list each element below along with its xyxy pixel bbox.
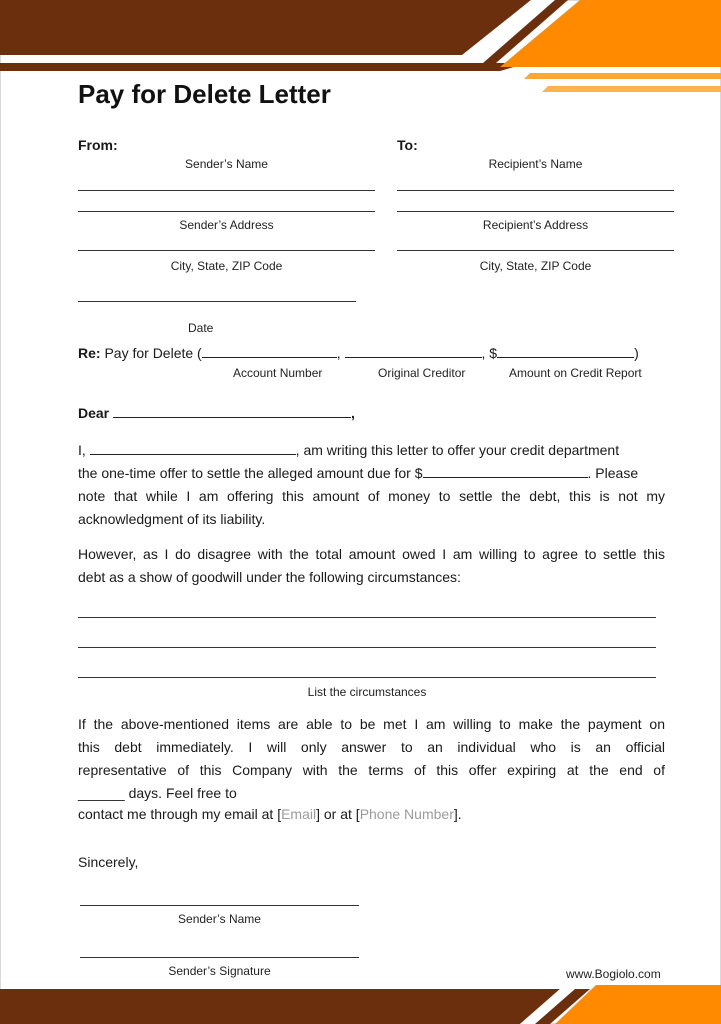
amount-blank[interactable] [497, 345, 634, 358]
p3-contact-start: contact me through my email at [ [78, 806, 282, 822]
header-orange-strip-1 [524, 73, 721, 79]
original-creditor-blank[interactable] [345, 345, 482, 358]
p1-line-3: note that while I am offering this amount of money to settle the debt, this is not my [78, 488, 665, 504]
settle-amount-blank[interactable] [423, 465, 588, 478]
recipient-city-label: City, State, ZIP Code [479, 259, 592, 273]
dear-name-blank[interactable] [113, 405, 351, 418]
p1-line-2-end: . Please [587, 465, 639, 481]
recipient-name-line[interactable] [397, 190, 674, 191]
recipient-address-line-2[interactable] [397, 250, 674, 251]
footer-decoration [0, 985, 721, 1024]
header-brown-thin-line [0, 57, 548, 71]
header-brown-band [0, 0, 531, 55]
signature-label: Sender’s Signature [168, 964, 271, 978]
dear-comma: , [351, 405, 355, 421]
closing: Sincerely, [78, 854, 139, 870]
sender-name-label: Sender’s Name [185, 157, 268, 171]
p1-line-2 [78, 462, 638, 485]
to-heading: To: [397, 137, 418, 153]
footer-brown-band [0, 989, 560, 1024]
sender-address-line-1[interactable] [78, 211, 375, 212]
sender-address-line-2[interactable] [78, 250, 375, 251]
sender-signature-line[interactable] [80, 957, 359, 958]
p3-line-3: representative of this Company with the terms of this offer expiring at the end of [78, 762, 665, 778]
recipient-address-line-1[interactable] [397, 211, 674, 212]
p1-line-2-start: the one-time offer to settle the alleged amount due for $ [78, 465, 423, 481]
circumstance-line-1[interactable] [78, 617, 656, 618]
original-creditor-label: Original Creditor [378, 366, 466, 380]
recipient-name-label: Recipient’s Name [488, 157, 583, 171]
sender-name-line[interactable] [78, 190, 375, 191]
circumstance-line-3[interactable] [78, 677, 656, 678]
salutation [78, 402, 355, 425]
sender-address-label: Sender’s Address [179, 218, 274, 232]
page-title: Pay for Delete Letter [78, 79, 331, 109]
re-separator-2: , $ [481, 345, 498, 361]
re-text: Pay for Delete ( [104, 345, 202, 361]
website-link[interactable]: www.Bogiolo.com [566, 967, 661, 981]
signature-name-label: Sender’s Name [178, 912, 261, 926]
date-line[interactable] [78, 301, 356, 302]
sender-city-label: City, State, ZIP Code [170, 259, 283, 273]
p1-lead: I, [78, 442, 86, 458]
p3-line-4 [78, 782, 237, 805]
header-orange-strip-2 [542, 86, 721, 92]
circumstances-label: List the circumstances [307, 685, 427, 699]
p1-line-1 [78, 439, 619, 462]
requester-name-blank[interactable] [90, 442, 296, 455]
amount-on-report-label: Amount on Credit Report [509, 366, 642, 380]
re-close: ) [634, 345, 639, 361]
p1-line-4: acknowledgment of its liability. [78, 511, 266, 527]
recipient-address-label: Recipient’s Address [482, 218, 589, 232]
p1-line-1-end: , am writing this letter to offer your credit department [295, 442, 620, 458]
account-number-blank[interactable] [202, 345, 337, 358]
re-label: Re: [78, 345, 101, 361]
p2-line-1: However, as I do disagree with the total amount owed I am willing to agree to settle this [78, 546, 665, 562]
p3-contact-mid: ] or at [ [316, 806, 360, 822]
circumstance-line-2[interactable] [78, 647, 656, 648]
p3-line-1: If the above-mentioned items are able to be met I am willing to make the payment on [78, 716, 665, 732]
p2-line-2: debt as a show of goodwill under the following circumstances: [78, 569, 461, 585]
phone-placeholder[interactable]: Phone Number [359, 806, 454, 822]
sender-name-signature-line[interactable] [80, 905, 359, 906]
date-label: Date [188, 321, 214, 335]
dear-label: Dear [78, 405, 110, 421]
email-placeholder[interactable]: Email [281, 806, 317, 822]
expiry-days-blank[interactable]: ______ [78, 785, 125, 801]
p3-contact-end: ]. [453, 806, 462, 822]
re-separator-1: , [336, 345, 341, 361]
re-line [78, 342, 639, 365]
p3-line-5 [78, 803, 462, 826]
account-number-label: Account Number [233, 366, 323, 380]
p3-line-4-text: days. Feel free to [124, 785, 237, 801]
p3-line-2: this debt immediately. I will only answer to an individual who is an official [78, 739, 665, 755]
from-heading: From: [78, 137, 118, 153]
